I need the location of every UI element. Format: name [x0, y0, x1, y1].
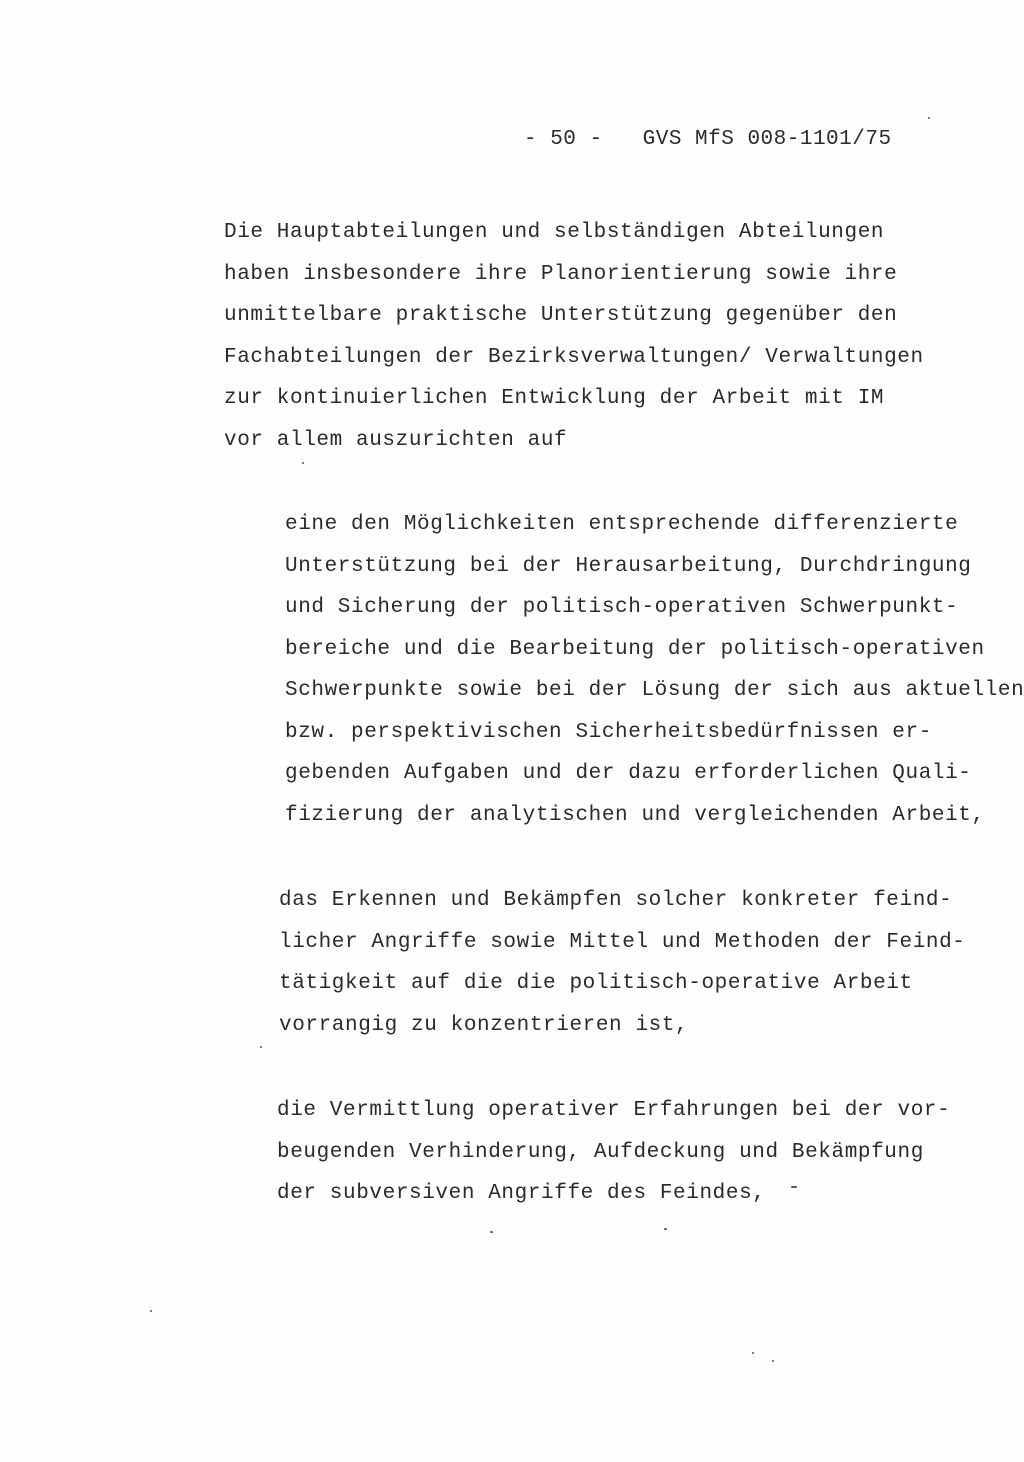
text-line: und Sicherung der politisch-operativen Schwerpunkt-	[285, 596, 959, 619]
page-header	[524, 128, 892, 151]
text-line: fizierung der analytischen und vergleichenden Arbeit,	[285, 803, 985, 827]
scan-speck	[150, 1310, 152, 1312]
text-line: der subversiven Angriffe des Feindes,	[277, 1182, 766, 1205]
text-line: zur kontinuierlichen Entwicklung der Arbeit mit IM	[224, 387, 885, 410]
list-item	[285, 504, 1024, 836]
scan-speck	[791, 1186, 797, 1188]
text-line: das Erkennen und Bekämpfen solcher konkreter feind-	[279, 889, 953, 912]
scan-speck	[302, 462, 304, 464]
text-line: bzw. perspektivischen Sicherheitsbedürfnissen er-	[285, 720, 932, 744]
intro-paragraph	[224, 212, 924, 461]
scan-speck	[752, 1352, 754, 1354]
text-line: vorrangig zu konzentrieren ist,	[279, 1013, 689, 1037]
scan-speck	[490, 1231, 493, 1233]
text-line: beugenden Verhinderung, Aufdeckung und Bekämpfung	[277, 1140, 924, 1164]
text-line: eine den Möglichkeiten entsprechende differenzierte	[285, 513, 959, 536]
text-line: Fachabteilungen der Bezirksverwaltungen/ Verwaltungen	[224, 345, 924, 369]
text-line: Die Hauptabteilungen und selbständigen Abteilungen	[224, 221, 885, 244]
list-item	[277, 1090, 950, 1215]
scan-speck	[772, 1360, 774, 1362]
text-line: haben insbesondere ihre Planorientierung sowie ihre	[224, 262, 898, 286]
list-item	[279, 880, 966, 1046]
text-line: die Vermittlung operativer Erfahrungen bei der vor-	[277, 1099, 951, 1122]
text-line: Unterstützung bei der Herausarbeitung, Durchdringung	[285, 554, 972, 578]
scan-speck	[260, 1046, 262, 1048]
text-line: licher Angriffe sowie Mittel und Methoden der Feind-	[279, 930, 966, 954]
text-line: unmittelbare praktische Unterstützung gegenüber den	[224, 304, 898, 327]
text-line: Schwerpunkte sowie bei der Lösung der sich aus aktuellen	[285, 679, 1024, 702]
text-line: tätigkeit auf die die politisch-operative Arbeit	[279, 972, 913, 995]
text-line: bereiche und die Bearbeitung der politisch-operativen	[285, 637, 985, 661]
text-line: vor allem auszurichten auf	[224, 428, 568, 452]
page-number: - 50 -	[524, 128, 603, 151]
scan-speck	[928, 117, 930, 119]
text-line: gebenden Aufgaben und der dazu erforderlichen Quali-	[285, 762, 972, 785]
scan-speck	[664, 1228, 667, 1230]
document-reference: GVS MfS 008-1101/75	[642, 128, 892, 151]
